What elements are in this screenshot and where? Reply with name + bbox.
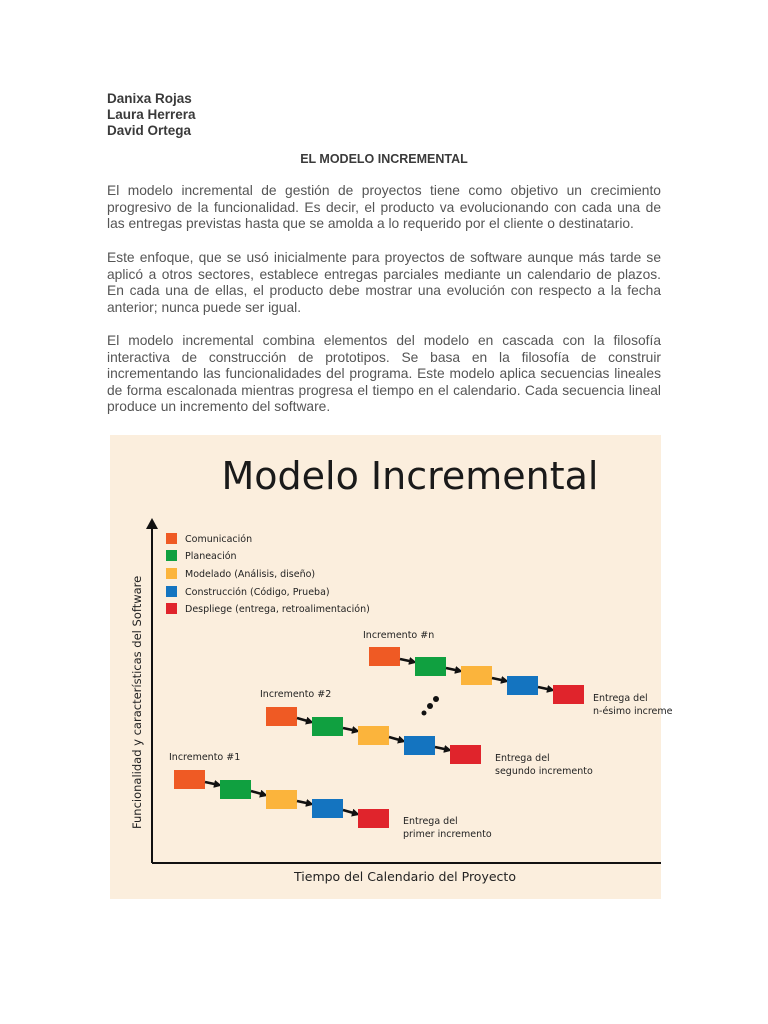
delivery-label: Entrega del: [593, 693, 648, 704]
ellipsis-dot: [433, 696, 439, 702]
phase-comunicacion: [266, 707, 297, 726]
increment-label: Incremento #n: [363, 630, 435, 641]
phase-despliegue: [358, 809, 389, 828]
flow-arrow: [389, 737, 403, 741]
phase-despliegue: [553, 685, 584, 704]
phase-construccion: [507, 676, 538, 695]
legend: [166, 533, 370, 615]
flow-arrow: [297, 801, 311, 804]
increment-2-sequence: [260, 689, 593, 777]
phase-despliegue: [450, 745, 481, 764]
paragraph-1: El modelo incremental de gestión de proyectos tiene como objetivo un crecimiento progresivo de la funcionalidad. Es decir, el producto va evolucionando con cada una de las entregas previstas hasta que se amolda a lo requerido por el cliente o destinatario.: [107, 183, 661, 231]
increment-label: Incremento #1: [169, 752, 241, 763]
ellipsis-dot: [422, 711, 427, 716]
x-axis-label: Tiempo del Calendario del Proyecto: [294, 869, 516, 884]
flow-arrow: [343, 810, 357, 814]
flow-arrow: [446, 668, 460, 671]
author-list: [107, 91, 196, 139]
diagram-title: Modelo Incremental: [221, 454, 599, 498]
legend-label: Modelado (Análisis, diseño): [185, 569, 316, 580]
flow-arrow: [297, 718, 311, 722]
phase-construccion: [404, 736, 435, 755]
flow-arrow: [205, 782, 219, 785]
document-title: EL MODELO INCREMENTAL: [300, 152, 468, 166]
phase-construccion: [312, 799, 343, 818]
legend-swatch-comunicacion: [166, 533, 177, 544]
author-name: Laura Herrera: [107, 107, 196, 122]
legend-swatch-planeacion: [166, 550, 177, 561]
phase-modelado: [266, 790, 297, 809]
author-name: Danixa Rojas: [107, 91, 192, 106]
ellipsis-dot: [427, 703, 433, 709]
phase-modelado: [461, 666, 492, 685]
legend-label: Planeación: [185, 551, 237, 562]
flow-arrow: [435, 747, 449, 750]
delivery-label: n-ésimo increme: [593, 706, 673, 717]
y-axis-label: Funcionalidad y características del Software: [130, 575, 144, 829]
incremental-model-diagram: [110, 435, 673, 899]
delivery-label: segundo incremento: [495, 766, 593, 777]
legend-label: Construcción (Código, Prueba): [185, 587, 330, 598]
delivery-label: primer incremento: [403, 829, 492, 840]
phase-modelado: [358, 726, 389, 745]
legend-swatch-despliegue: [166, 603, 177, 614]
phase-comunicacion: [174, 770, 205, 789]
flow-arrow: [492, 678, 506, 681]
author-name: David Ortega: [107, 123, 192, 138]
legend-swatch-modelado: [166, 568, 177, 579]
phase-planeacion: [312, 717, 343, 736]
phase-comunicacion: [369, 647, 400, 666]
flow-arrow: [343, 728, 357, 731]
increment-label: Incremento #2: [260, 689, 332, 700]
phase-planeacion: [415, 657, 446, 676]
delivery-label: Entrega del: [495, 753, 550, 764]
delivery-label: Entrega del: [403, 816, 458, 827]
y-axis-arrow-icon: [146, 518, 158, 529]
legend-label: Despliege (entrega, retroalimentación): [185, 604, 370, 615]
phase-planeacion: [220, 780, 251, 799]
legend-label: Comunicación: [185, 534, 253, 545]
flow-arrow: [538, 687, 552, 690]
ellipsis-dots: [422, 696, 440, 716]
paragraph-3: El modelo incremental combina elementos del modelo en cascada con la filosofía interactiva de construcción de prototipos. Se basa en la filosofía de construir incrementando las funcionalidades del programa. Este modelo aplica secuencias lineales de forma escalonada mientras progresa el tiempo en el calendario. Cada secuencia lineal produce un incremento del software.: [107, 333, 661, 414]
flow-arrow: [400, 659, 414, 662]
increment-1-sequence: [169, 752, 492, 840]
legend-swatch-construccion: [166, 586, 177, 597]
flow-arrow: [251, 791, 265, 795]
increment-n-sequence: [363, 630, 673, 717]
paragraph-2: Este enfoque, que se usó inicialmente para proyectos de software aunque más tarde se aplicó a otros sectores, establece entregas parciales mediante un calendario de plazos. En cada una de ellas, el producto debe mostrar una evolución con respecto a la fecha anterior; nunca puede ser igual.: [107, 250, 661, 315]
